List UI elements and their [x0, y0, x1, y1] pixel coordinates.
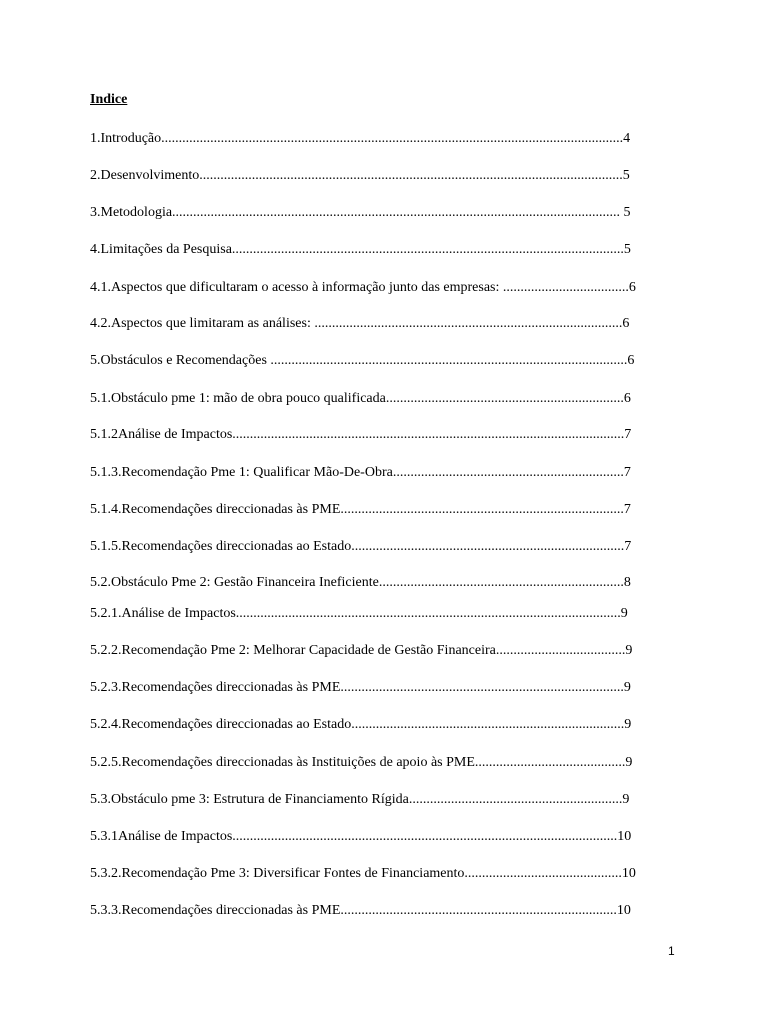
toc-entry: 2.Desenvolvimento.........................................................................................................................5: [90, 168, 630, 183]
toc-entry: 5.3.Obstáculo pme 3: Estrutura de Financiamento Rígida.............................................................9: [90, 792, 630, 807]
toc-entry: 5.3.1Análise de Impactos..............................................................................................................10: [90, 829, 632, 844]
toc-entry: 1.Introdução....................................................................................................................................4: [90, 131, 631, 146]
toc-entry: 5.1.3.Recomendação Pme 1: Qualificar Mão-De-Obra..................................................................7: [90, 465, 631, 480]
toc-entry: 5.2.1.Análise de Impactos..............................................................................................................9: [90, 606, 628, 621]
toc-title: Indice: [90, 92, 128, 107]
toc-entry: 5.2.2.Recomendação Pme 2: Melhorar Capacidade de Gestão Financeira.....................................9: [90, 643, 633, 658]
page-number: 1: [668, 944, 675, 958]
toc-entry: 5.2.3.Recomendações direccionadas às PME.................................................................................9: [90, 680, 631, 695]
toc-entry: 5.2.5.Recomendações direccionadas às Instituições de apoio às PME...........................................9: [90, 755, 633, 770]
toc-entry: 5.1.2Análise de Impactos................................................................................................................7: [90, 427, 632, 442]
toc-entry: 5.3.3.Recomendações direccionadas às PME...............................................................................10: [90, 903, 631, 918]
toc-entry: 4.Limitações da Pesquisa................................................................................................................5: [90, 242, 631, 257]
toc-entry: 5.3.2.Recomendação Pme 3: Diversificar Fontes de Financiamento.............................................10: [90, 866, 636, 881]
toc-entry: 5.1.Obstáculo pme 1: mão de obra pouco qualificada....................................................................6: [90, 391, 631, 406]
toc-entry: 4.2.Aspectos que limitaram as análises: ........................................................................................6: [90, 316, 630, 331]
toc-entry: 5.2.4.Recomendações direccionadas ao Estado..............................................................................9: [90, 717, 632, 732]
toc-entry: 5.1.5.Recomendações direccionadas ao Estado..............................................................................7: [90, 539, 632, 554]
toc-entry: 5.1.4.Recomendações direccionadas às PME.................................................................................7: [90, 502, 631, 517]
toc-entry: 5.2.Obstáculo Pme 2: Gestão Financeira Ineficiente......................................................................8: [90, 575, 631, 590]
toc-entry: 5.Obstáculos e Recomendações ......................................................................................................6: [90, 353, 635, 368]
toc-entry: 4.1.Aspectos que dificultaram o acesso à informação junto das empresas: ....................................6: [90, 280, 636, 295]
toc-entry: 3.Metodologia................................................................................................................................ 5: [90, 205, 631, 220]
